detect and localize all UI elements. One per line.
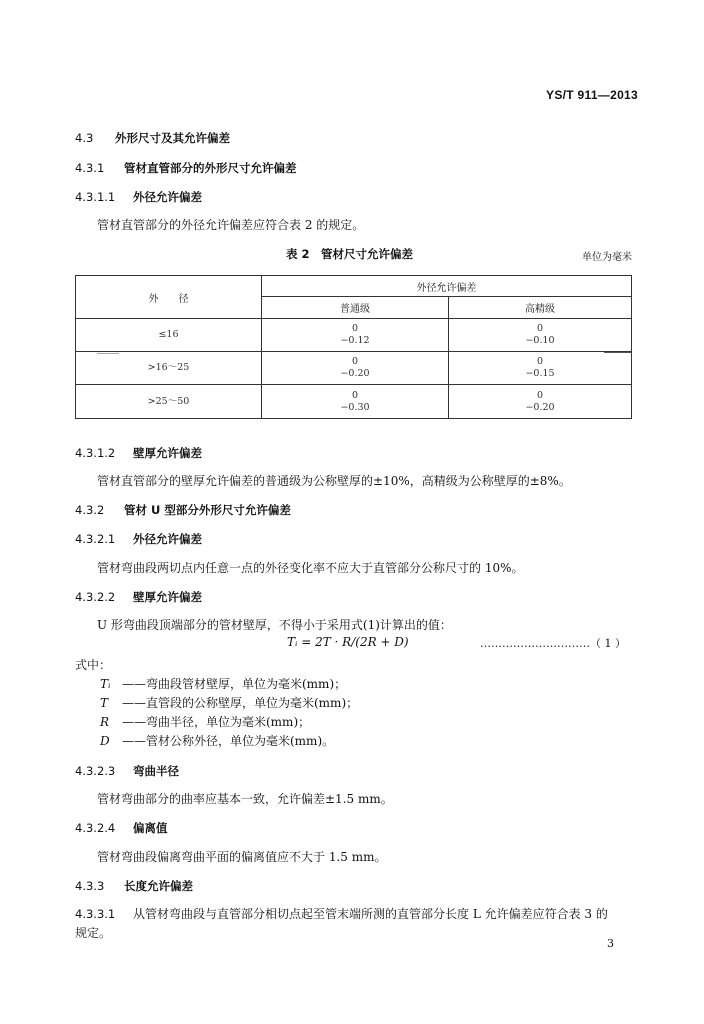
od-range: >16～25 bbox=[76, 352, 262, 385]
lower-limit: −0.15 bbox=[525, 368, 555, 379]
section-4-3-1-1-heading bbox=[75, 189, 202, 205]
section-number: 4.3.1.1 bbox=[75, 190, 116, 204]
section-4-3-2-heading bbox=[75, 502, 291, 518]
lower-limit: −0.12 bbox=[340, 335, 370, 346]
symbol: Tᵢ bbox=[100, 677, 111, 691]
normal-tolerance bbox=[262, 352, 449, 385]
paragraph-4-3-2-1: 管材弯曲段两切点内任意一点的外径变化率不应大于直管部分公称尺寸的 10%。 bbox=[97, 561, 524, 575]
tolerance-table bbox=[75, 275, 632, 419]
lower-limit: −0.20 bbox=[525, 401, 555, 413]
table-row bbox=[76, 352, 632, 385]
section-4-3-2-1-heading bbox=[75, 531, 202, 547]
section-title: 壁厚允许偏差 bbox=[133, 590, 202, 604]
lower-limit: −0.10 bbox=[525, 335, 555, 346]
section-title: 外径允许偏差 bbox=[133, 190, 202, 204]
paragraph-4-3-1-2: 管材直管部分的壁厚允许偏差的普通级为公称壁厚的±10%，高精级为公称壁厚的±8%。 bbox=[97, 474, 571, 488]
definition: ——弯曲段管材壁厚，单位为毫米(mm)； bbox=[122, 677, 347, 691]
paragraph-4-3-2-3: 管材弯曲部分的曲率应基本一致，允许偏差±1.5 mm。 bbox=[97, 792, 393, 806]
section-4-3-2-2-heading bbox=[75, 589, 202, 605]
col-header-outer-diameter: 外 径 bbox=[76, 276, 262, 319]
table-row bbox=[76, 385, 632, 419]
symbol: T bbox=[100, 696, 109, 710]
formula: Tᵢ = 2T · R/(2R + D) bbox=[287, 635, 409, 649]
normal-tolerance bbox=[262, 385, 449, 419]
paragraph-4-3-2-2: U 形弯曲段顶端部分的管材壁厚，不得小于采用式(1)计算出的值： bbox=[97, 618, 452, 632]
high-tolerance bbox=[449, 385, 632, 419]
table-row bbox=[76, 319, 632, 352]
section-title: 弯曲半径 bbox=[133, 764, 179, 778]
section-title: 长度允许偏差 bbox=[124, 879, 193, 893]
section-4-3-1-heading bbox=[75, 160, 297, 176]
normal-tolerance bbox=[262, 319, 449, 352]
section-4-3-heading bbox=[75, 130, 230, 146]
paragraph-line: 从管材弯曲段与直管部分相切点起至管末端所测的直管部分长度 L 允许偏差应符合表 3 的 bbox=[133, 907, 608, 921]
paragraph-4-3-3-1 bbox=[75, 905, 608, 922]
section-title: 管材直管部分的外形尺寸允许偏差 bbox=[124, 161, 297, 175]
upper-limit: 0 bbox=[536, 389, 544, 401]
table-caption: 表 2 管材尺寸允许偏差 bbox=[286, 247, 414, 261]
scan-artifact-line bbox=[97, 353, 119, 354]
symbol: D bbox=[100, 734, 110, 748]
table-unit: 单位为毫米 bbox=[582, 252, 632, 263]
section-4-3-3-heading bbox=[75, 878, 193, 894]
upper-limit: 0 bbox=[351, 323, 359, 334]
col-header-normal: 普通级 bbox=[262, 297, 449, 319]
where-label: 式中： bbox=[75, 658, 112, 672]
section-number: 4.3.2.1 bbox=[75, 532, 116, 546]
definition-row bbox=[100, 732, 334, 749]
lower-limit: −0.30 bbox=[340, 401, 370, 413]
definition-row bbox=[100, 694, 358, 711]
definition: ——管材公称外径，单位为毫米(mm)。 bbox=[122, 734, 335, 748]
section-title: 壁厚允许偏差 bbox=[133, 446, 202, 460]
definition-row bbox=[100, 713, 310, 730]
section-number: 4.3.3.1 bbox=[75, 907, 116, 921]
definition: ——弯曲半径，单位为毫米(mm)； bbox=[122, 715, 311, 729]
section-number: 4.3.2.2 bbox=[75, 590, 116, 604]
col-header-group: 外径允许偏差 bbox=[262, 276, 632, 297]
page-number: 3 bbox=[607, 937, 614, 950]
section-number: 4.3.3 bbox=[75, 879, 105, 893]
definition: ——直管段的公称壁厚，单位为毫米(mm)； bbox=[122, 696, 359, 710]
paragraph-4-3-2-4: 管材弯曲段偏离弯曲平面的偏离值应不大于 1.5 mm。 bbox=[97, 850, 387, 864]
section-title: 外径允许偏差 bbox=[133, 532, 202, 546]
section-title: 管材 U 型部分外形尺寸允许偏差 bbox=[124, 503, 291, 517]
high-tolerance bbox=[449, 352, 632, 385]
scan-artifact-line bbox=[604, 352, 631, 353]
paragraph-continuation: 规定。 bbox=[75, 926, 112, 940]
high-tolerance bbox=[449, 319, 632, 352]
upper-limit: 0 bbox=[536, 356, 544, 367]
symbol: R bbox=[100, 715, 110, 729]
upper-limit: 0 bbox=[351, 356, 359, 367]
section-title: 外形尺寸及其允许偏差 bbox=[115, 131, 230, 145]
od-range: >25～50 bbox=[76, 385, 262, 419]
definition-row bbox=[100, 675, 346, 692]
section-number: 4.3 bbox=[75, 131, 94, 145]
section-number: 4.3.1.2 bbox=[75, 446, 116, 460]
upper-limit: 0 bbox=[351, 389, 359, 401]
upper-limit: 0 bbox=[536, 323, 544, 334]
section-number: 4.3.2 bbox=[75, 503, 105, 517]
section-number: 4.3.2.3 bbox=[75, 764, 116, 778]
formula-number: …………………………（ 1 ） bbox=[480, 637, 626, 650]
paragraph-4-3-1-1: 管材直管部分的外径允许偏差应符合表 2 的规定。 bbox=[97, 218, 365, 232]
section-number: 4.3.1 bbox=[75, 161, 105, 175]
section-4-3-2-3-heading bbox=[75, 763, 179, 779]
od-range: ≤16 bbox=[76, 319, 262, 352]
standard-code: YS/T 911—2013 bbox=[546, 88, 638, 102]
col-header-high: 高精级 bbox=[449, 297, 632, 319]
section-title: 偏离值 bbox=[133, 821, 168, 835]
section-number: 4.3.2.4 bbox=[75, 821, 116, 835]
section-4-3-2-4-heading bbox=[75, 820, 168, 836]
lower-limit: −0.20 bbox=[340, 368, 370, 379]
section-4-3-1-2-heading bbox=[75, 445, 202, 461]
